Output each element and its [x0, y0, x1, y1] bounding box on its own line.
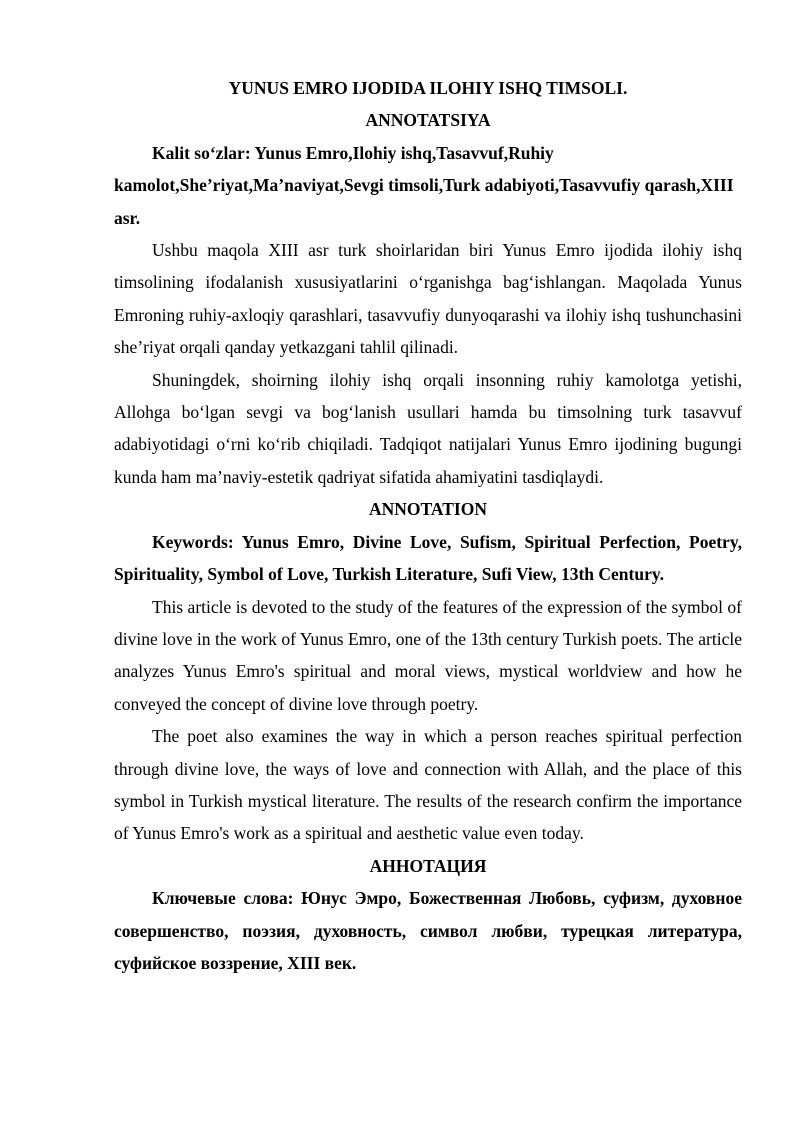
document-page	[114, 72, 742, 979]
section-heading-uz: ANNOTATSIYA	[365, 110, 491, 131]
section-heading-ru: АННОТАЦИЯ	[369, 855, 487, 876]
abstract-en-paragraph-1: This article is devoted to the study of the features of the expression of the symbol of divine love in the work of Yunus Emro, one of the 13th century Turkish poets. The article analyzes Yunus Emro's spiritual and moral views, mystical worldview and how he conveyed the concept of divine love through poetry.	[114, 596, 742, 714]
keywords-ru: Ключевые слова: Юнус Эмро, Божественная Любовь, суфизм, духовное совершенство, поэзия, духовность, символ любви, турецкая литература, суфийское воззрение, XIII век.	[114, 888, 742, 973]
abstract-uz-paragraph-1: Ushbu maqola XIII asr turk shoirlaridan biri Yunus Emro ijodida ilohiy ishq timsolining ifodalanish xususiyatlarini o‘rganishga bag‘ishlangan. Maqolada Yunus Emroning ruhiy-axloqiy qarashlari, tasavvufiy dunyoqarashi va ilohiy ishq tushunchasini she’riyat orqali qanday yetkazgani tahlil qilinadi.	[114, 240, 742, 358]
abstract-uz-paragraph-2: Shuningdek, shoirning ilohiy ishq orqali insonning ruhiy kamolotga yetishi, Allohga bo‘lgan sevgi va bog‘lanish usullari hamda bu timsolning turk tasavvuf adabiyotidagi o‘rni ko‘rib chiqiladi. Tadqiqot natijalari Yunus Emro ijodining bugungi kunda ham ma’naviy-estetik qadriyat sifatida ahamiyatini tasdiqlaydi.	[114, 369, 742, 487]
document-title: YUNUS EMRO IJODIDA ILOHIY ISHQ TIMSOLI.	[228, 78, 628, 98]
keywords-en: Keywords: Yunus Emro, Divine Love, Sufism, Spiritual Perfection, Poetry, Spirituality, Symbol of Love, Turkish Literature, Sufi View, 13th Century.	[114, 531, 742, 585]
section-heading-en: ANNOTATION	[369, 499, 487, 520]
keywords-uz: Kalit so‘zlar: Yunus Emro,Ilohiy ishq,Tasavvuf,Ruhiy kamolot,She’riyat,Ma’naviyat,Sevgi timsoli,Turk adabiyoti,Tasavvufiy qarash,XIII asr.	[114, 142, 734, 228]
abstract-en-paragraph-2: The poet also examines the way in which a person reaches spiritual perfection through divine love, the ways of love and connection with Allah, and the place of this symbol in Turkish mystical literature. The results of the research confirm the importance of Yunus Emro's work as a spiritual and aesthetic value even today.	[114, 726, 742, 844]
